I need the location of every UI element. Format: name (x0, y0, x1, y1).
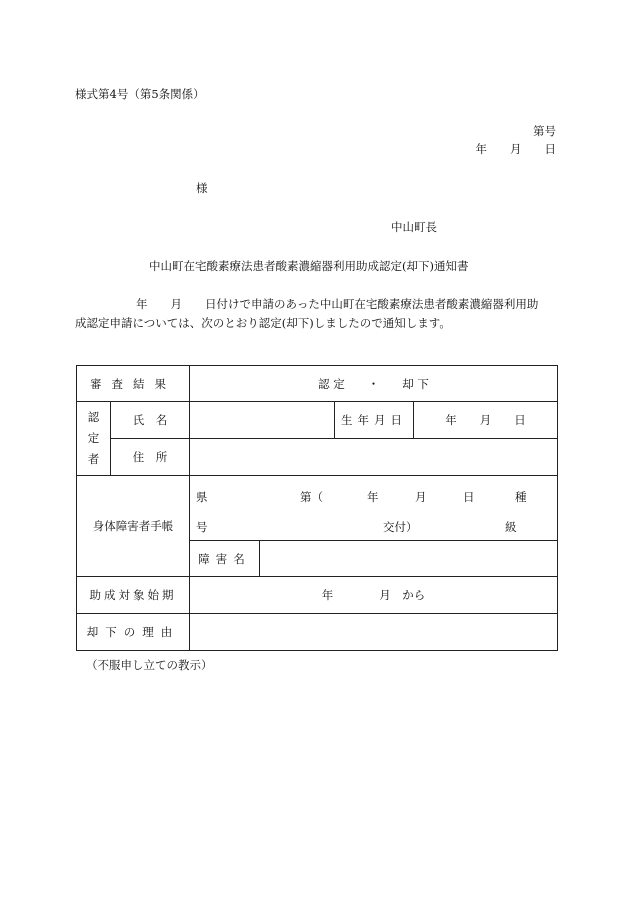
handbook-prefecture: 県 (196, 490, 208, 504)
handbook-month: 月 (415, 490, 427, 504)
review-result-value: 認 定 ・ 却 下 (190, 366, 558, 402)
handbook-go: 号 (196, 520, 208, 534)
form-number: 様式第4号（第5条関係） (75, 87, 205, 101)
body-line-2: 成認定申請については、次のとおり認定(却下)しましたので通知します。 (75, 316, 451, 330)
handbook-label: 身体障害者手帳 (77, 476, 190, 577)
document-title: 中山町在宅酸素療法患者酸素濃縮器利用助成認定(却下)通知書 (149, 259, 469, 273)
rejection-reason-label: 却下の理由 (77, 614, 190, 651)
disability-value (260, 541, 558, 577)
issuer: 中山町長 (391, 220, 437, 234)
rejection-reason-value (190, 614, 558, 651)
name-label: 氏 名 (111, 402, 190, 439)
birthdate-label: 生年月日 (335, 402, 414, 439)
body-line-1: 年 月 日付けで申請のあった中山町在宅酸素療法患者酸素濃縮器利用助 (136, 297, 539, 311)
name-value (190, 402, 335, 439)
handbook-day: 日 (463, 490, 475, 504)
handbook-details (190, 476, 558, 541)
recipient-label: 認定者 (77, 402, 111, 476)
review-result-label: 審査結果 (77, 366, 190, 402)
handbook-class: 種 (515, 490, 527, 504)
addressee: 様 (196, 181, 208, 195)
start-period-value: 年 月 から (190, 577, 558, 614)
document-number: 第号 (533, 124, 556, 138)
start-period-label: 助成対象始期 (77, 577, 190, 614)
handbook-grade: 級 (505, 520, 517, 534)
handbook-number-prefix: 第（ (300, 490, 323, 504)
notification-table (76, 365, 558, 651)
address-label: 住 所 (111, 439, 190, 476)
handbook-year: 年 (367, 490, 379, 504)
appeal-notice: （不服申し立ての教示） (86, 658, 213, 672)
disability-label: 障害名 (190, 541, 260, 577)
address-value (190, 439, 558, 476)
birthdate-value: 年 月 日 (414, 402, 558, 439)
handbook-issued: 交付） (383, 520, 418, 534)
issue-date: 年 月 日 (475, 142, 556, 156)
